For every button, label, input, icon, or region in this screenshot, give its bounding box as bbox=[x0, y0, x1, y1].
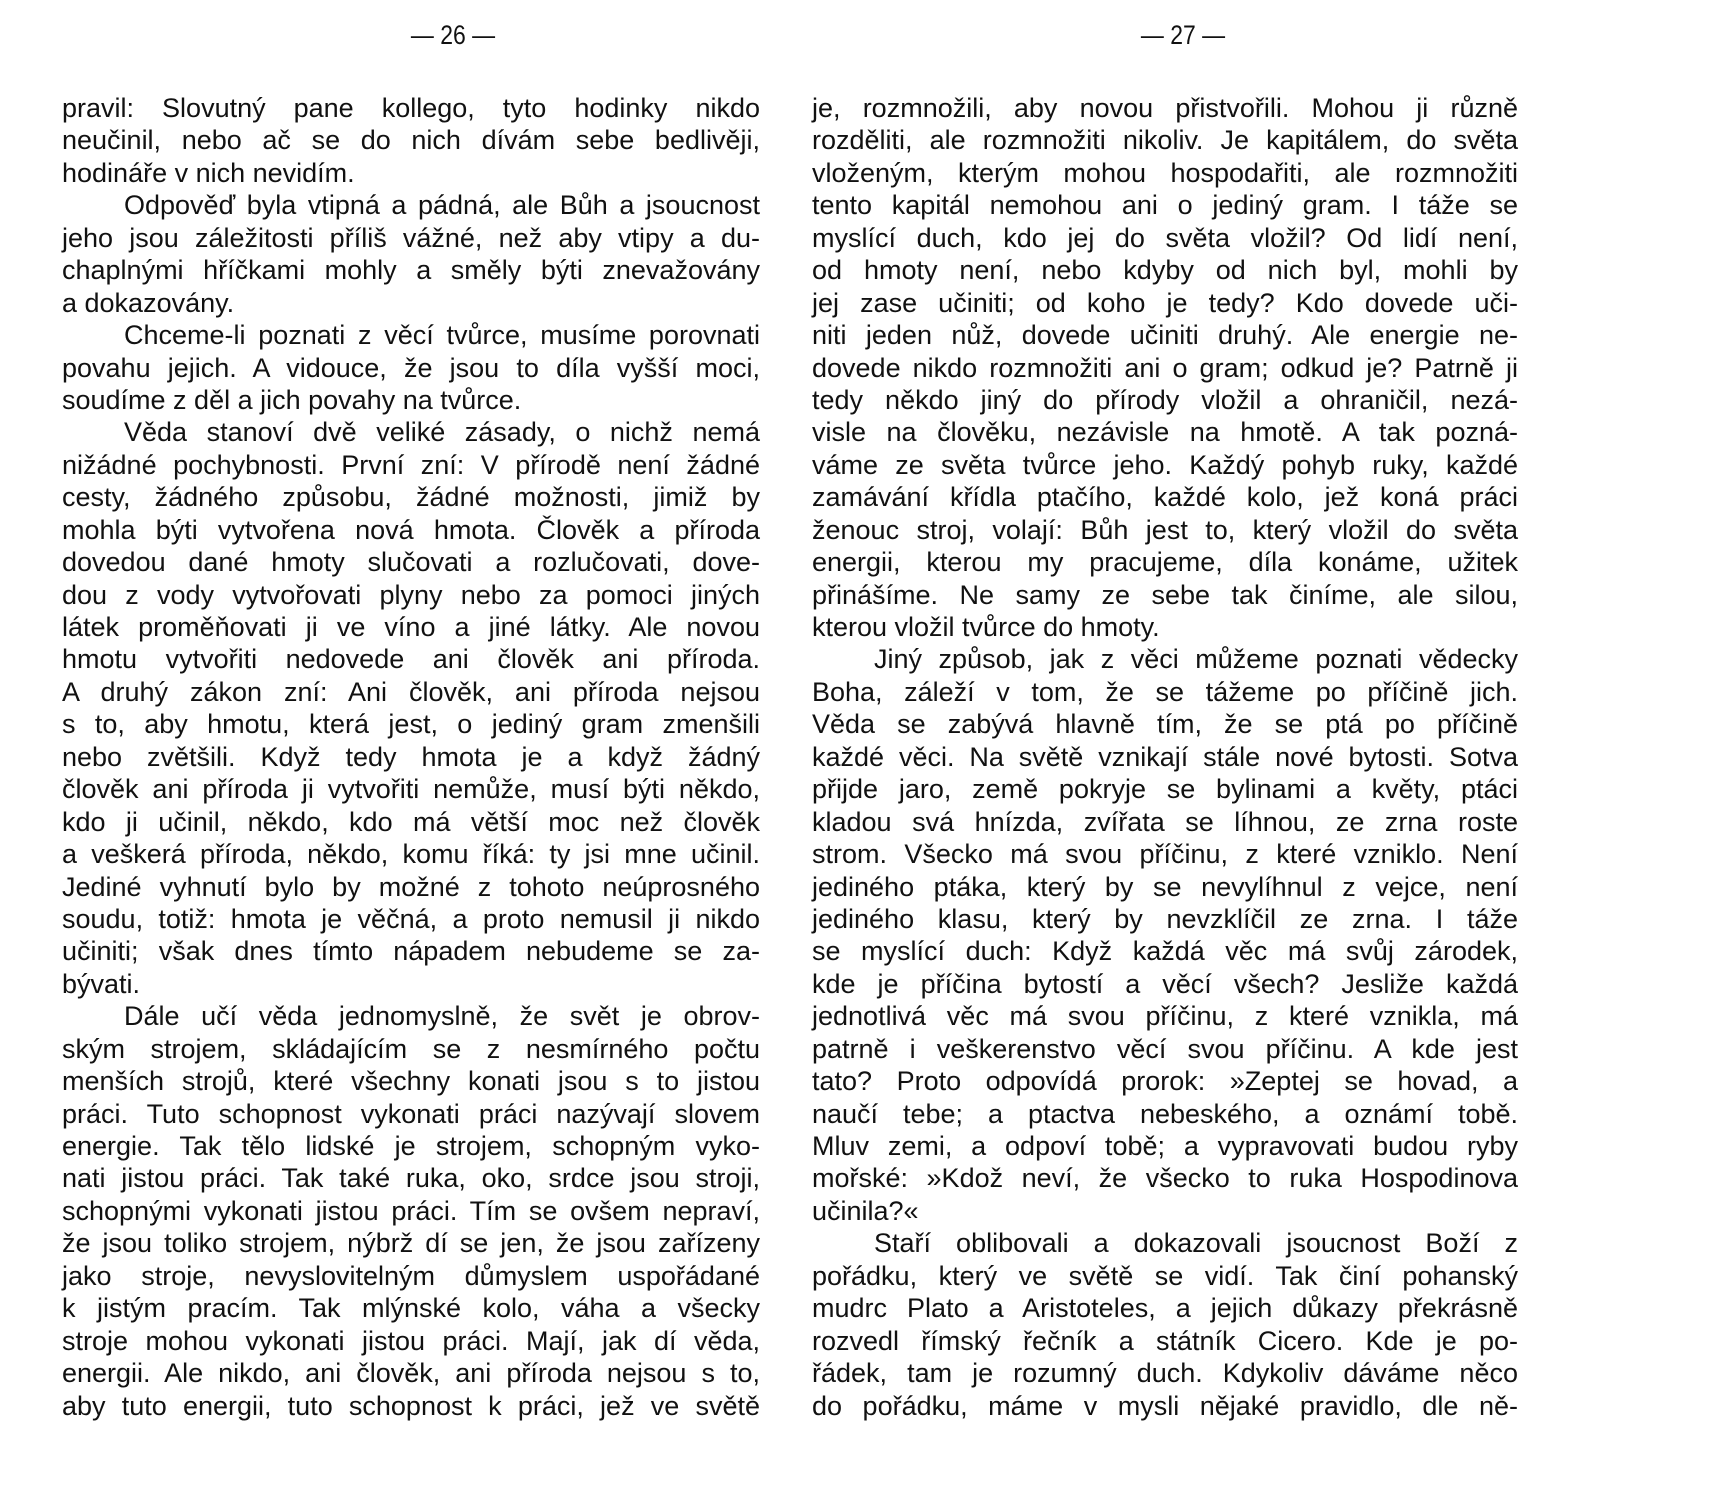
text-line: rozděliti, ale rozmnožiti nikoliv. Je kapitálem, do světa bbox=[812, 125, 1518, 156]
text-line: aby tuto energii, tuto schopnost k práci, jež ve světě bbox=[62, 1390, 760, 1421]
text-line: člověk ani příroda ji vytvořiti nemůže, musí býti někdo, bbox=[62, 774, 760, 805]
text-line: od hmoty není, nebo kdyby od nich byl, mohli by bbox=[812, 255, 1518, 286]
text-line: přijde jaro, země pokryje se bylinami a květy, ptáci bbox=[812, 774, 1518, 805]
text-line: Dále učí věda jednomyslně, že svět je obrov- bbox=[124, 1001, 760, 1032]
text-line: váme ze světa tvůrce jeho. Každý pohyb ruky, každé bbox=[812, 449, 1518, 480]
text-line: A druhý zákon zní: Ani člověk, ani příroda nejsou bbox=[62, 676, 760, 707]
text-line: tento kapitál nemohou ani o jediný gram. I táže se bbox=[812, 190, 1518, 221]
text-line: že jsou toliko strojem, nýbrž dí se jen, že jsou zařízeny bbox=[62, 1228, 760, 1259]
text-line: přinášíme. Ne samy ze sebe tak činíme, ale silou, bbox=[812, 579, 1518, 610]
text-line: energii. Ale nikdo, ani člověk, ani příroda nejsou s to, bbox=[62, 1358, 760, 1389]
text-line: kdo ji učinil, někdo, kdo má větší moc než člověk bbox=[62, 806, 760, 837]
text-line: učiniti; však dnes tímto nápadem nebudeme se za- bbox=[62, 936, 760, 967]
text-line: niti jeden nůž, dovede učiniti druhý. Ale energie ne- bbox=[812, 320, 1518, 351]
text-line: Staří oblibovali a dokazovali jsoucnost Boží z bbox=[874, 1228, 1518, 1259]
text-line: Boha, záleží v tom, že se tážeme po příčině jich. bbox=[812, 676, 1518, 707]
text-line: se myslící duch: Když každá věc má svůj zárodek, bbox=[812, 936, 1518, 967]
text-line: schopnými vykonati jistou práci. Tím se ovšem nepraví, bbox=[62, 1195, 760, 1226]
text-line: kladou svá hnízda, zvířata se líhnou, ze zrna roste bbox=[812, 806, 1518, 837]
text-line: Jiný způsob, jak z věci můžeme poznati vědecky bbox=[874, 644, 1518, 675]
text-line: učinila?« bbox=[812, 1195, 919, 1226]
page-body-text bbox=[62, 92, 760, 1422]
text-line: energii, kterou my pracujeme, díla konáme, užitek bbox=[812, 547, 1518, 578]
text-line: rozvedl římský řečník a státník Cicero. Kde je po- bbox=[812, 1325, 1518, 1356]
text-line: jako stroje, nevyslovitelným důmyslem uspořádané bbox=[62, 1260, 760, 1291]
text-line: Jediné vyhnutí bylo by možné z tohoto neúprosného bbox=[62, 871, 760, 902]
text-line: tato? Proto odpovídá prorok: »Zeptej se hovad, a bbox=[812, 1066, 1518, 1097]
text-line: patrně i veškerenstvo věcí svou příčinu. A kde jest bbox=[812, 1033, 1518, 1064]
page-body-text bbox=[812, 92, 1518, 1422]
text-line: nižádné pochybnosti. První zní: V přírodě není žádné bbox=[62, 449, 760, 480]
text-line: tedy někdo jiný do přírody vložil a ohraničil, nezá- bbox=[812, 384, 1518, 415]
text-line: mořské: »Kdož neví, že všecko to ruka Hospodinova bbox=[812, 1163, 1518, 1194]
text-line: Mluv zemi, a odpoví tobě; a vypravovati budou ryby bbox=[812, 1131, 1518, 1161]
text-line: visle na člověku, nezávisle na hmotě. A tak pozná- bbox=[812, 417, 1518, 448]
text-line: myslící duch, kdo jej do světa vložil? Od lidí není, bbox=[812, 222, 1518, 253]
text-line: ženouc stroj, volají: Bůh jest to, který vložil do světa bbox=[812, 514, 1518, 545]
text-line: pravil: Slovutný pane kollego, tyto hodinky nikdo bbox=[62, 93, 760, 123]
text-line: hodináře v nich nevidím. bbox=[62, 157, 355, 188]
text-line: řádek, tam je rozumný duch. Kdykoliv dáváme něco bbox=[812, 1358, 1518, 1389]
text-line: a veškerá příroda, někdo, komu říká: ty jsi mne učinil. bbox=[62, 839, 760, 870]
text-line: povahu jejich. A vidouce, že jsou to díla vyšší moci, bbox=[62, 352, 760, 383]
text-line: mudrc Plato a Aristoteles, a jejich důkazy překrásně bbox=[812, 1293, 1518, 1324]
text-line: chaplnými hříčkami mohly a směly býti znevažovány bbox=[62, 255, 760, 286]
text-line: látek proměňovati ji ve víno a jiné látky. Ale novou bbox=[62, 612, 760, 642]
text-line: menších strojů, které všechny konati jsou s to jistou bbox=[62, 1066, 760, 1097]
text-line: jediného klasu, který by nevzklíčil ze zrna. I táže bbox=[812, 903, 1518, 934]
text-line: Věda stanoví dvě veliké zásady, o nichž nemá bbox=[124, 417, 760, 448]
text-line: strom. Všecko má svou příčinu, z které vzniklo. Není bbox=[812, 839, 1518, 870]
text-line: naučí tebe; a ptactva nebeského, a oznámí tobě. bbox=[812, 1098, 1518, 1129]
text-line: každé věci. Na světě vznikají stále nové bytosti. Sotva bbox=[812, 741, 1518, 772]
text-line: ským strojem, skládajícím se z nesmírného počtu bbox=[62, 1033, 760, 1064]
text-line: k jistým pracím. Tak mlýnské kolo, váha a všecky bbox=[62, 1293, 760, 1324]
text-line: kde je příčina bytostí a věcí všech? Jesliže každá bbox=[812, 968, 1518, 999]
text-line: jediného ptáka, který by se nevylíhnul z vejce, není bbox=[812, 871, 1518, 902]
text-line: soudu, totiž: hmota je věčná, a proto nemusil ji nikdo bbox=[62, 903, 760, 934]
text-line: práci. Tuto schopnost vykonati práci nazývají slovem bbox=[62, 1098, 760, 1129]
text-line: nebo zvětšili. Když tedy hmota je a když žádný bbox=[62, 741, 760, 772]
text-line: Chceme-li poznati z věcí tvůrce, musíme porovnati bbox=[124, 320, 760, 351]
text-line: s to, aby hmotu, která jest, o jediný gram zmenšili bbox=[62, 709, 760, 740]
text-line: neučinil, nebo ač se do nich dívám sebe bedlivěji, bbox=[62, 125, 760, 156]
text-line: energie. Tak tělo lidské je strojem, schopným vyko- bbox=[62, 1131, 760, 1161]
text-line: jeho jsou záležitosti příliš vážné, než aby vtipy a du- bbox=[62, 222, 760, 253]
text-line: stroje mohou vykonati jistou práci. Mají, jak dí věda, bbox=[62, 1325, 760, 1356]
text-line: Odpověď byla vtipná a pádná, ale Bůh a jsoucnost bbox=[124, 190, 760, 221]
text-line: pořádku, který ve světě se vidí. Tak činí pohanský bbox=[812, 1260, 1518, 1291]
text-line: cesty, žádného způsobu, žádné možnosti, jimiž by bbox=[62, 482, 760, 513]
text-line: kterou vložil tvůrce do hmoty. bbox=[812, 612, 1160, 642]
text-line: a dokazovány. bbox=[62, 287, 235, 318]
text-line: je, rozmnožili, aby novou přistvořili. Mohou ji různě bbox=[812, 93, 1518, 123]
text-line: Věda se zabývá hlavně tím, že se ptá po příčině bbox=[812, 709, 1518, 740]
text-line: do pořádku, máme v mysli nějaké pravidlo, dle ně- bbox=[812, 1390, 1518, 1421]
text-line: mohla býti vytvořena nová hmota. Člověk a příroda bbox=[62, 514, 760, 545]
text-line: soudíme z děl a jich povahy na tvůrce. bbox=[62, 384, 522, 415]
text-line: dou z vody vytvořovati plyny nebo za pomoci jiných bbox=[62, 579, 760, 610]
text-line: nati jistou práci. Tak také ruka, oko, srdce jsou stroji, bbox=[62, 1163, 760, 1194]
text-line: zamávání křídla ptačího, každé kolo, jež koná práci bbox=[812, 482, 1518, 513]
text-line: dovedou dané hmoty slučovati a rozlučovati, dove- bbox=[62, 547, 760, 578]
text-line: dovede nikdo rozmnožiti ani o gram; odkud je? Patrně ji bbox=[812, 352, 1518, 383]
text-line: hmotu vytvořiti nedovede ani člověk ani příroda. bbox=[62, 644, 760, 675]
right-page bbox=[812, 0, 1720, 1500]
text-line: jednotlivá věc má svou příčinu, z které vznikla, má bbox=[812, 1001, 1518, 1032]
page-number: — 27 — bbox=[1140, 20, 1226, 50]
text-line: vloženým, kterým mohou hospodařiti, ale rozmnožiti bbox=[812, 157, 1518, 188]
text-line: bývati. bbox=[62, 968, 141, 999]
text-line: jej zase učiniti; od koho je tedy? Kdo dovede uči- bbox=[812, 287, 1518, 318]
page-number: — 26 — bbox=[410, 20, 496, 50]
